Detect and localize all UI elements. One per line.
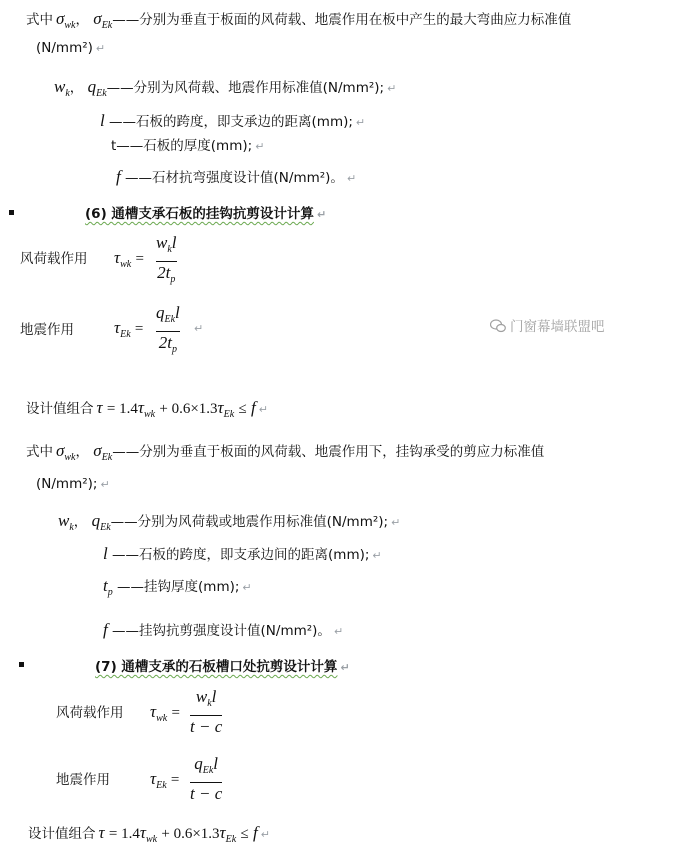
calc7-wind-fraction: $w_kl$ t − c — [190, 687, 223, 736]
paragraph-mark-icon: ↵ — [100, 478, 110, 491]
paragraph-mark-icon: ↵ — [316, 208, 327, 221]
paragraph-mark-icon: ↵ — [242, 581, 252, 594]
paragraph-mark-icon: ↵ — [340, 661, 350, 674]
paragraph-mark-icon: ↵ — [260, 828, 270, 841]
paragraph-mark-icon: ↵ — [255, 140, 265, 153]
defs2-line1-unit: (N/mm²); ↵ — [36, 476, 110, 492]
defs1-line2: $w_k$， $q_{Ek}——$分别为风荷载、地震作用标准值(N/mm²); ↵ — [54, 77, 397, 99]
heading-6: (6) 通槽支承石板的挂钩抗剪设计计算 ↵ — [85, 206, 327, 222]
calc6-quake-label: 地震作用 — [20, 322, 74, 338]
paragraph-mark-icon: ↵ — [391, 516, 401, 529]
calc6-wind-lhs: $\tau_{wk}$ = — [114, 248, 144, 270]
defs1-line4: t——石板的厚度(mm); ↵ — [111, 138, 265, 154]
calc6-wind-label: 风荷载作用 — [20, 251, 88, 267]
calc6-combo: 设计值组合 $\tau = 1.4\tau_{wk} + 0.6\times 1.3\tau_{Ek} \le f$ ↵ — [26, 398, 268, 420]
paragraph-mark-icon: ↵ — [258, 403, 268, 416]
calc7-combo: 设计值组合 $\tau = 1.4\tau_{wk} + 0.6\times 1.3\tau_{Ek} \le f$ ↵ — [28, 823, 270, 845]
calc7-quake-lhs: $\tau_{Ek}$ = — [150, 769, 180, 791]
calc7-quake-label: 地震作用 — [56, 772, 110, 788]
paragraph-mark-icon: ↵ — [372, 549, 382, 562]
calc7-quake-fraction: $q_{Ek}l$ t − c — [190, 754, 223, 803]
calc6-wind-fraction: $w_kl$ $2t_p$ — [156, 233, 177, 285]
calc6-quake-fraction: $q_{Ek}l$ $2t_p$ — [156, 303, 180, 355]
defs1-line3: l ——石板的跨度，即支承边的距离(mm); ↵ — [100, 111, 366, 130]
paragraph-mark-icon: ↵ — [333, 625, 344, 638]
watermark: 门窗幕墙联盟吧 — [490, 315, 605, 335]
calc6-quake-lhs: $\tau_{Ek}$ = — [114, 318, 144, 340]
defs2-line4: $t_p$ ——挂钩厚度(mm); ↵ — [103, 576, 252, 598]
paragraph-mark-icon: ↵ — [387, 82, 397, 95]
defs2-line5: f ——挂钩抗剪强度设计值(N/mm²)。 ↵ — [103, 620, 344, 639]
paragraph-mark-icon: ↵ — [95, 42, 106, 55]
paragraph-mark-icon: ↵ — [346, 172, 357, 185]
defs1-line1-unit: (N/mm²) ↵ — [36, 40, 106, 56]
defs1-line1: 式中 $\sigma_{wk}$， $\sigma_{Ek}——$分别为垂直于板面的风荷载、地震作用在板中产生的最大弯曲应力标准值 — [26, 9, 572, 31]
heading-7: (7) 通槽支承的石板槽口处抗剪设计计算 ↵ — [95, 659, 350, 675]
bullet-icon — [19, 662, 24, 667]
paragraph-mark-icon: ↵ — [355, 116, 366, 129]
bullet-icon — [9, 210, 14, 215]
calc7-wind-label: 风荷载作用 — [56, 705, 124, 721]
defs1-line5: f ——石材抗弯强度设计值(N/mm²)。 ↵ — [116, 167, 357, 186]
defs2-line1: 式中 $\sigma_{wk}$， $\sigma_{Ek}——$分别为垂直于板面的风荷载、地震作用下，挂钩承受的剪应力标准值 — [26, 441, 545, 463]
paragraph-mark-icon: ↵ — [194, 322, 204, 335]
defs2-line3: l ——石板的跨度，即支承边间的距离(mm); ↵ — [103, 544, 382, 563]
wechat-icon — [490, 319, 506, 333]
calc7-wind-lhs: $\tau_{wk}$ = — [150, 702, 180, 724]
defs2-line2: $w_k$， $q_{Ek}——$分别为风荷载或地震作用标准值(N/mm²); ↵ — [58, 511, 401, 533]
